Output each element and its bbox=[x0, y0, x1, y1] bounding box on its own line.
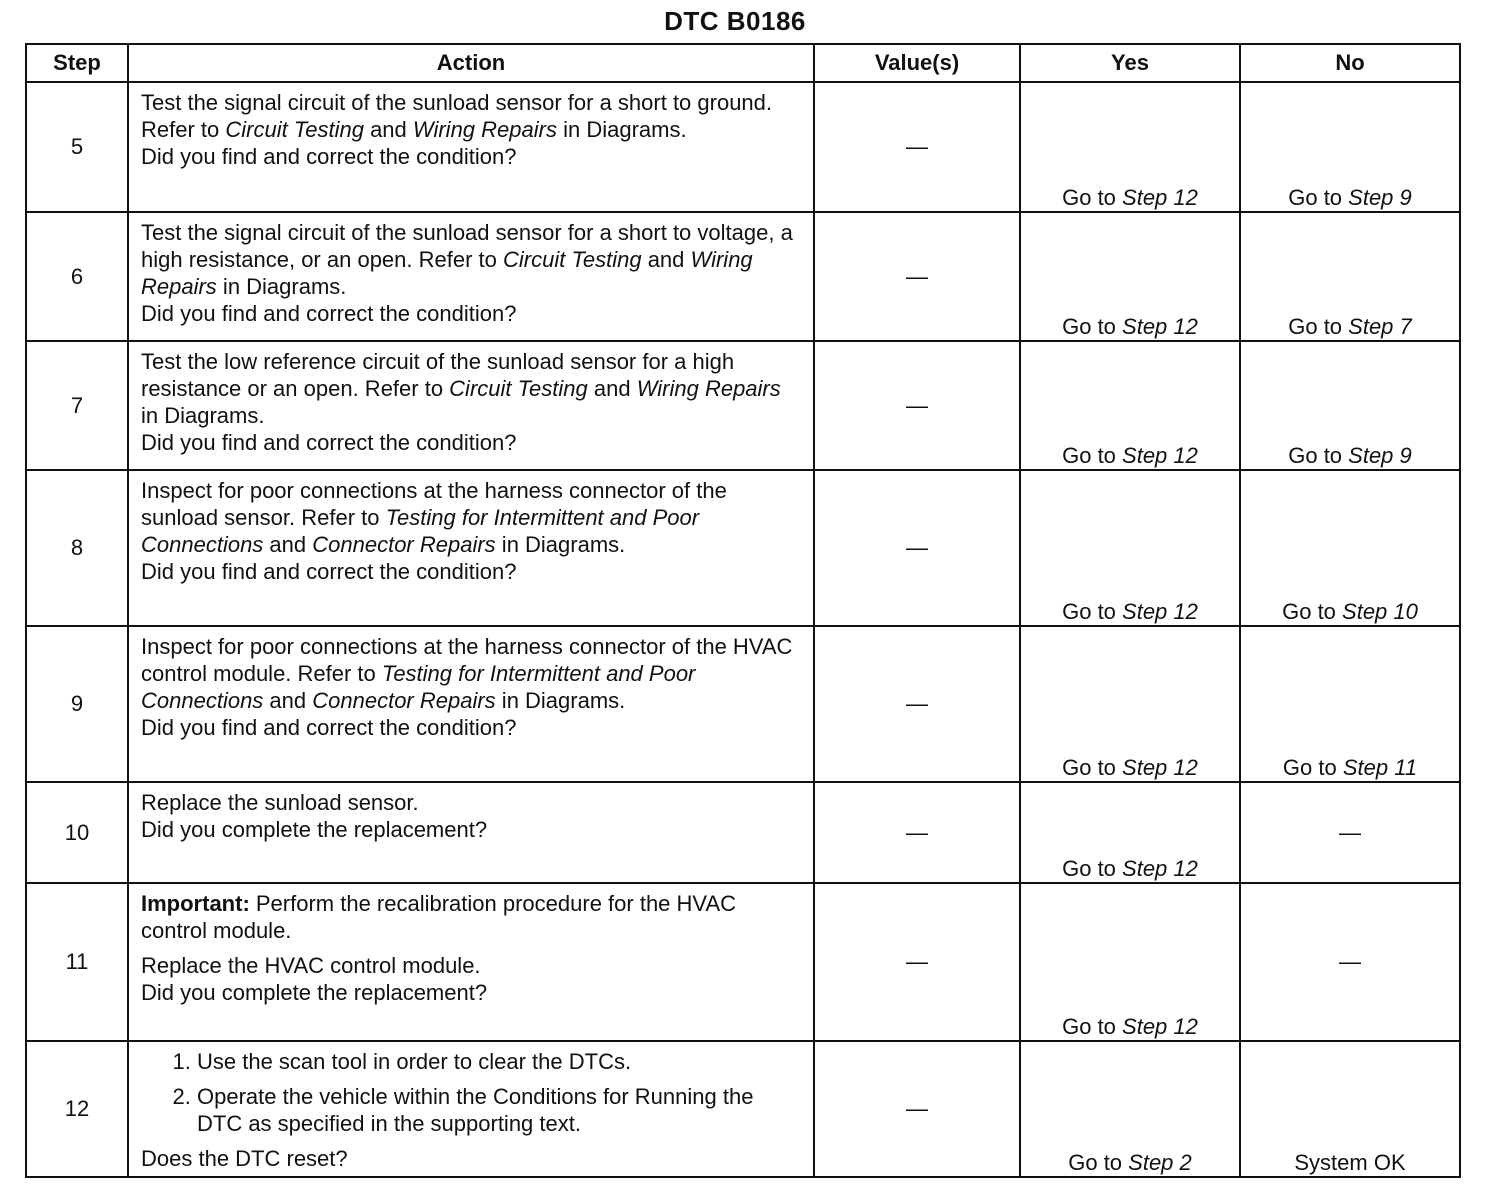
action-question: Did you complete the replacement? bbox=[141, 817, 488, 842]
action-question: Did you find and correct the condition? bbox=[141, 144, 517, 169]
action-question: Did you find and correct the condition? bbox=[141, 301, 517, 326]
step-number: 7 bbox=[26, 341, 128, 470]
action-cell bbox=[128, 341, 814, 470]
table-row bbox=[26, 782, 1460, 883]
action-question: Does the DTC reset? bbox=[141, 1146, 348, 1171]
yes-cell: Go to Step 12 bbox=[1020, 470, 1240, 626]
table-row bbox=[26, 1041, 1460, 1177]
table-row bbox=[26, 82, 1460, 212]
yes-cell: Go to Step 12 bbox=[1020, 883, 1240, 1041]
header-step: Step bbox=[26, 44, 128, 82]
yes-cell: Go to Step 2 bbox=[1020, 1041, 1240, 1177]
header-no: No bbox=[1240, 44, 1460, 82]
action-text: Inspect for poor connections at the harness connector of the sunload sensor. Refer to Testing for Intermittent and Poor Connections and Connector Repairs in Diagrams. bbox=[141, 478, 727, 557]
action-text: Replace the HVAC control module. bbox=[141, 953, 481, 978]
value-cell: — bbox=[814, 626, 1020, 782]
action-question: Did you find and correct the condition? bbox=[141, 715, 517, 740]
no-cell: System OK bbox=[1240, 1041, 1460, 1177]
header-row bbox=[26, 44, 1460, 82]
action-text: Test the signal circuit of the sunload sensor for a short to voltage, a high resistance, or an open. Refer to Circuit Testing and Wiring Repairs in Diagrams. bbox=[141, 220, 793, 299]
value-cell: — bbox=[814, 212, 1020, 341]
action-question: Did you find and correct the condition? bbox=[141, 430, 517, 455]
important-note: Important: Perform the recalibration procedure for the HVAC control module. bbox=[141, 891, 737, 943]
header-values: Value(s) bbox=[814, 44, 1020, 82]
table-row bbox=[26, 470, 1460, 626]
yes-cell: Go to Step 12 bbox=[1020, 82, 1240, 212]
step-number: 12 bbox=[26, 1041, 128, 1177]
header-yes: Yes bbox=[1020, 44, 1240, 82]
action-cell bbox=[128, 470, 814, 626]
value-cell: — bbox=[814, 782, 1020, 883]
procedure-list bbox=[141, 1048, 803, 1145]
table-row bbox=[26, 212, 1460, 341]
yes-cell: Go to Step 12 bbox=[1020, 626, 1240, 782]
step-number: 5 bbox=[26, 82, 128, 212]
value-cell: — bbox=[814, 1041, 1020, 1177]
no-cell: — bbox=[1240, 782, 1460, 883]
no-cell: Go to Step 10 bbox=[1240, 470, 1460, 626]
step-number: 8 bbox=[26, 470, 128, 626]
action-cell bbox=[128, 212, 814, 341]
step-number: 9 bbox=[26, 626, 128, 782]
action-question: Did you find and correct the condition? bbox=[141, 559, 517, 584]
action-question: Did you complete the replacement? bbox=[141, 980, 488, 1005]
action-cell bbox=[128, 883, 814, 1041]
action-cell bbox=[128, 782, 814, 883]
list-item: 2. Operate the vehicle within the Conditions for Running the DTC as specified in the supporting text. bbox=[197, 1083, 803, 1137]
value-cell: — bbox=[814, 470, 1020, 626]
list-item: 1. Use the scan tool in order to clear the DTCs. bbox=[197, 1048, 803, 1075]
action-text: Inspect for poor connections at the harness connector of the HVAC control module. Refer to Testing for Intermittent and Poor Connections and Connector Repairs in Diagrams. bbox=[141, 634, 793, 713]
no-cell: Go to Step 7 bbox=[1240, 212, 1460, 341]
value-cell: — bbox=[814, 82, 1020, 212]
no-cell: Go to Step 9 bbox=[1240, 82, 1460, 212]
action-cell bbox=[128, 1041, 814, 1177]
yes-cell: Go to Step 12 bbox=[1020, 212, 1240, 341]
no-cell: Go to Step 11 bbox=[1240, 626, 1460, 782]
no-cell: — bbox=[1240, 883, 1460, 1041]
yes-cell: Go to Step 12 bbox=[1020, 782, 1240, 883]
action-cell bbox=[128, 82, 814, 212]
value-cell: — bbox=[814, 341, 1020, 470]
table-row bbox=[26, 626, 1460, 782]
action-text: Replace the sunload sensor. bbox=[141, 790, 419, 815]
action-text: Test the low reference circuit of the sunload sensor for a high resistance or an open. Refer to Circuit Testing and Wiring Repairs in Diagrams. bbox=[141, 349, 781, 428]
step-number: 10 bbox=[26, 782, 128, 883]
action-cell bbox=[128, 626, 814, 782]
dtc-table bbox=[25, 43, 1461, 1178]
no-cell: Go to Step 9 bbox=[1240, 341, 1460, 470]
table-row bbox=[26, 883, 1460, 1041]
value-cell: — bbox=[814, 883, 1020, 1041]
step-number: 11 bbox=[26, 883, 128, 1041]
table-row bbox=[26, 341, 1460, 470]
step-number: 6 bbox=[26, 212, 128, 341]
header-action: Action bbox=[128, 44, 814, 82]
yes-cell: Go to Step 12 bbox=[1020, 341, 1240, 470]
page-title: DTC B0186 bbox=[664, 6, 806, 36]
action-text: Test the signal circuit of the sunload sensor for a short to ground. Refer to Circuit Testing and Wiring Repairs in Diagrams. bbox=[141, 90, 773, 142]
